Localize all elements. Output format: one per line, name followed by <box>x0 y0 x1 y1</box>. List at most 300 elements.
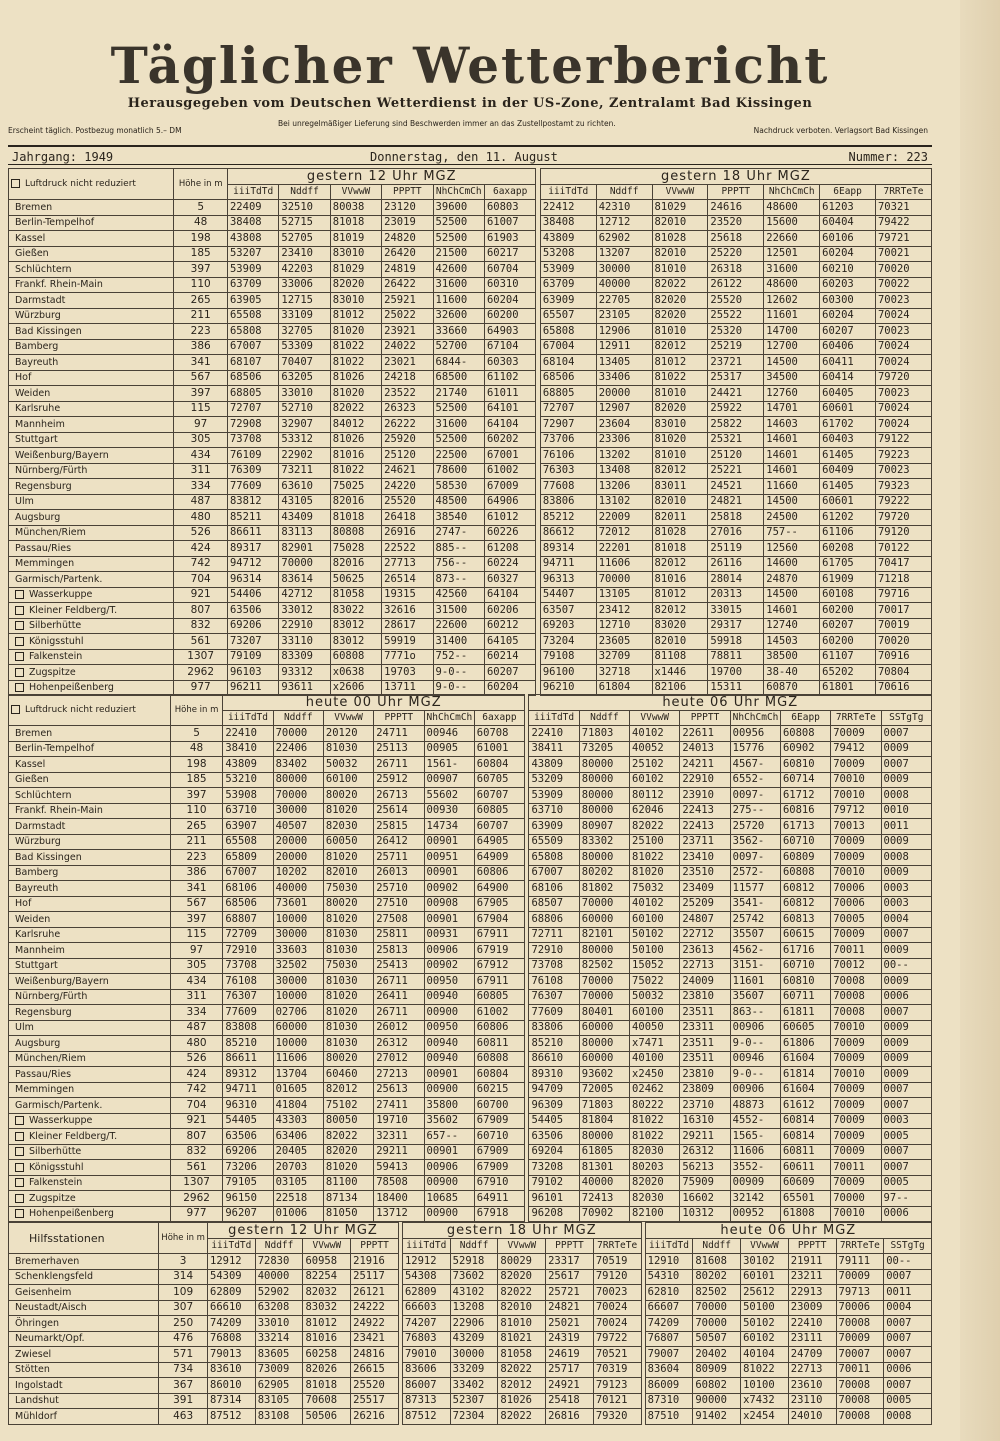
data-cell: 13105 <box>596 587 652 603</box>
station-name: Gießen <box>9 246 174 262</box>
data-cell: 43809 <box>540 231 596 247</box>
data-cell: 42712 <box>279 587 330 603</box>
data-cell: 0003 <box>881 881 931 897</box>
data-cell: 7771o <box>382 649 433 665</box>
table-row <box>9 1362 932 1378</box>
code-header: VVwwW <box>323 710 373 726</box>
data-cell: 67918 <box>474 1206 524 1222</box>
data-cell: 70012 <box>831 958 881 974</box>
table-row <box>9 634 932 650</box>
data-cell: 25618 <box>708 231 764 247</box>
data-cell: 21500 <box>433 246 484 262</box>
station-height: 386 <box>170 865 222 881</box>
station-name: Passau/Ries <box>9 1067 171 1083</box>
data-cell: 11577 <box>730 881 780 897</box>
data-cell: 60806 <box>474 1020 524 1036</box>
checkbox-icon <box>15 637 24 646</box>
data-cell: 62905 <box>255 1378 303 1394</box>
data-cell: 82016 <box>330 556 381 572</box>
data-cell: 64903 <box>484 324 535 340</box>
data-cell: 70010 <box>831 788 881 804</box>
data-cell: 60805 <box>474 803 524 819</box>
station-name: Kleiner Feldberg/T. <box>9 1129 171 1145</box>
station-name: Memmingen <box>9 1082 171 1098</box>
table-row <box>9 989 932 1005</box>
data-cell: 22410 <box>223 726 273 742</box>
data-cell: 25912 <box>374 772 424 788</box>
data-cell: 89317 <box>227 541 278 557</box>
data-cell: 82101 <box>579 927 629 943</box>
code-header: 6axapp <box>484 184 535 200</box>
data-cell: 25617 <box>546 1269 594 1285</box>
data-cell: 24616 <box>708 200 764 216</box>
data-cell: 50102 <box>630 927 680 943</box>
data-cell: 67009 <box>484 479 535 495</box>
data-cell: 80000 <box>273 772 323 788</box>
data-cell: 00907 <box>424 772 474 788</box>
data-cell: 81012 <box>652 355 708 371</box>
data-cell: 29211 <box>374 1144 424 1160</box>
data-cell: 60101 <box>741 1269 789 1285</box>
data-cell: 61208 <box>484 541 535 557</box>
data-cell: 70008 <box>831 1005 881 1021</box>
data-cell: 60710 <box>780 834 830 850</box>
data-cell: 12715 <box>279 293 330 309</box>
data-cell: 81020 <box>630 865 680 881</box>
data-cell: 10685 <box>424 1191 474 1207</box>
station-height: 1307 <box>174 649 228 665</box>
data-cell: 13207 <box>596 246 652 262</box>
station-name: Bad Kissingen <box>9 324 174 340</box>
data-cell: 40102 <box>630 896 680 912</box>
data-cell: 26222 <box>382 417 433 433</box>
station-name: Nürnberg/Fürth <box>9 989 171 1005</box>
data-cell: 87512 <box>402 1409 450 1425</box>
data-cell: 00902 <box>424 881 474 897</box>
data-cell: 60310 <box>484 277 535 293</box>
data-cell: 63506 <box>223 1129 273 1145</box>
data-cell: 53209 <box>529 772 579 788</box>
data-cell: 66610 <box>208 1300 256 1316</box>
data-cell: 53909 <box>227 262 278 278</box>
code-header: Nddff <box>579 710 629 726</box>
data-cell: 00940 <box>424 1036 474 1052</box>
data-cell: 82012 <box>652 556 708 572</box>
data-cell: 26121 <box>351 1285 399 1301</box>
data-cell: 81021 <box>498 1331 546 1347</box>
data-cell: 26418 <box>382 510 433 526</box>
station-name: Neumarkt/Opf. <box>9 1331 159 1347</box>
table-row <box>9 1020 932 1036</box>
data-cell: 60808 <box>780 726 830 742</box>
data-cell: 24922 <box>351 1316 399 1332</box>
station-height: 334 <box>170 1005 222 1021</box>
data-cell: 70000 <box>596 572 652 588</box>
data-cell: 26312 <box>374 1036 424 1052</box>
data-cell: 65508 <box>223 834 273 850</box>
data-cell: 1561- <box>424 757 474 773</box>
data-cell: 73207 <box>227 634 278 650</box>
data-cell: 30000 <box>273 803 323 819</box>
station-height: 526 <box>170 1051 222 1067</box>
data-cell: 61909 <box>820 572 876 588</box>
data-cell: 52902 <box>255 1285 303 1301</box>
data-cell: 73206 <box>223 1160 273 1176</box>
data-cell: 81012 <box>652 587 708 603</box>
data-cell: 73205 <box>579 741 629 757</box>
data-cell: 48600 <box>764 200 820 216</box>
data-cell: 15311 <box>708 680 764 696</box>
data-cell: 6552- <box>730 772 780 788</box>
data-cell: 20313 <box>708 587 764 603</box>
data-cell: 65808 <box>529 850 579 866</box>
data-cell: 00901 <box>424 1067 474 1083</box>
data-cell: 60100 <box>323 772 373 788</box>
station-name: Falkenstein <box>9 649 174 665</box>
table-row <box>9 246 932 262</box>
data-cell: 70000 <box>579 989 629 1005</box>
checkbox-icon <box>15 652 24 661</box>
data-cell: 23809 <box>680 1082 730 1098</box>
data-cell: 70519 <box>593 1254 641 1270</box>
code-header: PPPTT <box>546 1238 594 1254</box>
data-cell: 93312 <box>279 665 330 681</box>
data-cell: 0009 <box>881 741 931 757</box>
data-cell: 60808 <box>474 1051 524 1067</box>
data-cell: 61011 <box>484 386 535 402</box>
data-cell: 83012 <box>330 618 381 634</box>
data-cell: 0007 <box>884 1347 932 1363</box>
station-height: 265 <box>174 293 228 309</box>
data-cell: 75032 <box>630 881 680 897</box>
data-cell: 78811 <box>708 649 764 665</box>
data-cell: 20000 <box>273 834 323 850</box>
data-cell: 59919 <box>382 634 433 650</box>
data-cell: 72711 <box>529 927 579 943</box>
data-cell: 72907 <box>540 417 596 433</box>
data-cell: 70009 <box>831 1175 881 1191</box>
data-cell: 96207 <box>223 1206 273 1222</box>
data-cell: 67001 <box>484 448 535 464</box>
code-header: NhChCmCh <box>764 184 820 200</box>
data-cell: 53207 <box>227 246 278 262</box>
data-cell: 12912 <box>208 1254 256 1270</box>
table-row <box>9 401 932 417</box>
table-row <box>9 1160 932 1176</box>
data-cell: 60611 <box>780 1160 830 1176</box>
data-cell: 12906 <box>596 324 652 340</box>
table-row <box>9 1285 932 1301</box>
data-cell: 82022 <box>323 1129 373 1145</box>
data-cell: 70009 <box>831 1082 881 1098</box>
station-height: 334 <box>174 479 228 495</box>
station-height: 211 <box>170 834 222 850</box>
time-header: gestern 18 Uhr MGZ <box>402 1223 641 1239</box>
data-cell: 81012 <box>330 308 381 324</box>
data-cell: 82020 <box>498 1269 546 1285</box>
data-cell: 25221 <box>708 463 764 479</box>
data-cell: 70902 <box>579 1206 629 1222</box>
data-cell: 33214 <box>255 1331 303 1347</box>
data-cell: 79120 <box>875 525 931 541</box>
data-cell: 83010 <box>652 417 708 433</box>
data-cell: 00946 <box>424 726 474 742</box>
data-cell: 0009 <box>881 974 931 990</box>
data-cell: 60102 <box>630 772 680 788</box>
data-cell: 93602 <box>579 1067 629 1083</box>
data-cell: 81804 <box>579 1113 629 1129</box>
data-cell: 86009 <box>645 1378 693 1394</box>
data-cell: 62809 <box>402 1285 450 1301</box>
data-cell: 76808 <box>208 1331 256 1347</box>
data-cell: 94711 <box>540 556 596 572</box>
data-cell: 83812 <box>227 494 278 510</box>
data-cell: 70019 <box>875 618 931 634</box>
data-cell: 79720 <box>875 370 931 386</box>
code-header: PPPTT <box>351 1238 399 1254</box>
data-cell: 68104 <box>540 355 596 371</box>
data-cell: 32502 <box>273 958 323 974</box>
data-cell: 82022 <box>652 277 708 293</box>
data-cell: 55602 <box>424 788 474 804</box>
data-cell: 70000 <box>693 1300 741 1316</box>
data-cell: 74209 <box>645 1316 693 1332</box>
table-row <box>9 618 932 634</box>
data-cell: 24010 <box>788 1409 836 1425</box>
station-height: 921 <box>174 587 228 603</box>
data-cell: 60813 <box>780 912 830 928</box>
data-cell: 0005 <box>884 1393 932 1409</box>
data-cell: 23019 <box>382 215 433 231</box>
data-cell: 32510 <box>279 200 330 216</box>
data-cell: 25813 <box>374 943 424 959</box>
data-cell: 28014 <box>708 572 764 588</box>
data-cell: 15052 <box>630 958 680 974</box>
data-cell: 60204 <box>484 293 535 309</box>
data-cell: 70000 <box>273 726 323 742</box>
data-cell: 22906 <box>450 1316 498 1332</box>
data-cell: 65501 <box>780 1191 830 1207</box>
data-cell: x2606 <box>330 680 381 696</box>
data-cell: 19703 <box>382 665 433 681</box>
table-row <box>9 912 932 928</box>
data-cell: 82030 <box>323 819 373 835</box>
data-cell: 68106 <box>529 881 579 897</box>
data-cell: 81058 <box>330 587 381 603</box>
station-name: Augsburg <box>9 510 174 526</box>
data-cell: 81100 <box>323 1175 373 1191</box>
data-cell: 60050 <box>323 834 373 850</box>
data-cell: 60710 <box>780 958 830 974</box>
data-cell: 0097- <box>730 788 780 804</box>
data-cell: 63909 <box>540 293 596 309</box>
table-row <box>9 1347 932 1363</box>
data-cell: 81020 <box>652 432 708 448</box>
data-cell: 80112 <box>630 788 680 804</box>
data-cell: 64900 <box>474 881 524 897</box>
data-cell: 63205 <box>279 370 330 386</box>
station-height: 110 <box>170 803 222 819</box>
data-cell: 24821 <box>546 1300 594 1316</box>
data-cell: 00906 <box>730 1020 780 1036</box>
data-cell: 22910 <box>680 772 730 788</box>
table-row <box>9 1082 932 1098</box>
data-cell: 60207 <box>484 665 535 681</box>
data-cell: x2454 <box>741 1409 789 1425</box>
data-cell: 70804 <box>875 665 931 681</box>
data-cell: 83108 <box>255 1409 303 1425</box>
data-cell: 63710 <box>529 803 579 819</box>
data-cell: 60000 <box>273 1020 323 1036</box>
data-cell: 35507 <box>730 927 780 943</box>
data-cell: 67912 <box>474 958 524 974</box>
station-height: 3 <box>159 1254 208 1270</box>
data-cell: 38540 <box>433 510 484 526</box>
data-cell: 72908 <box>227 417 278 433</box>
station-name: Garmisch/Partenk. <box>9 1098 171 1114</box>
station-height: 397 <box>174 386 228 402</box>
data-cell: 63709 <box>227 277 278 293</box>
data-cell: 70000 <box>831 1191 881 1207</box>
data-cell: 25822 <box>708 417 764 433</box>
data-cell: 80020 <box>323 788 373 804</box>
data-cell: 82901 <box>279 541 330 557</box>
data-cell: 25717 <box>546 1362 594 1378</box>
table-row <box>9 803 932 819</box>
data-cell: 0003 <box>881 896 931 912</box>
station-name: Stuttgart <box>9 432 174 448</box>
data-cell: 64104 <box>484 587 535 603</box>
data-cell: 81020 <box>323 803 373 819</box>
data-cell: 0007 <box>881 1005 931 1021</box>
data-cell: 75028 <box>330 541 381 557</box>
data-cell: 68506 <box>223 896 273 912</box>
data-cell: 81030 <box>323 943 373 959</box>
data-cell: 2572- <box>730 865 780 881</box>
data-cell: 59413 <box>374 1160 424 1176</box>
data-cell: 9-0-- <box>730 1036 780 1052</box>
data-cell: 60805 <box>474 989 524 1005</box>
data-cell: 70121 <box>593 1393 641 1409</box>
station-name: Wasserkuppe <box>9 1113 171 1129</box>
station-height: 807 <box>170 1129 222 1145</box>
data-cell: 9-0-- <box>433 680 484 696</box>
data-cell: 25811 <box>374 927 424 943</box>
station-height: 341 <box>170 881 222 897</box>
data-cell: 24218 <box>382 370 433 386</box>
data-cell: 43209 <box>450 1331 498 1347</box>
data-cell: 60802 <box>693 1378 741 1394</box>
data-cell: 27016 <box>708 525 764 541</box>
data-cell: 75030 <box>323 881 373 897</box>
data-cell: 26711 <box>374 1005 424 1021</box>
station-name: Gießen <box>9 772 171 788</box>
station-height: 807 <box>174 603 228 619</box>
table-auxiliary-stations <box>8 1222 932 1425</box>
data-cell: 81028 <box>652 231 708 247</box>
data-cell: 23317 <box>546 1254 594 1270</box>
code-header: VVwwW <box>498 1238 546 1254</box>
data-cell: 81016 <box>652 572 708 588</box>
station-name: Kleiner Feldberg/T. <box>9 603 174 619</box>
data-cell: 67104 <box>484 339 535 355</box>
data-cell: 60958 <box>303 1254 351 1270</box>
data-cell: 60215 <box>474 1082 524 1098</box>
data-cell: 14500 <box>764 494 820 510</box>
data-cell: 61702 <box>820 417 876 433</box>
data-cell: 69206 <box>227 618 278 634</box>
station-name: Bremerhaven <box>9 1254 159 1270</box>
data-cell: 63506 <box>227 603 278 619</box>
data-cell: 19700 <box>708 665 764 681</box>
data-cell: 00900 <box>424 1005 474 1021</box>
data-cell: 70009 <box>831 834 881 850</box>
data-cell: 41804 <box>273 1098 323 1114</box>
table-row <box>9 1175 932 1191</box>
table-row <box>9 324 932 340</box>
table-row <box>9 1051 932 1067</box>
data-cell: 863-- <box>730 1005 780 1021</box>
data-cell: 60710 <box>474 1129 524 1145</box>
data-cell: 24807 <box>680 912 730 928</box>
data-cell: 60605 <box>780 1020 830 1036</box>
data-cell: 67904 <box>474 912 524 928</box>
station-name: Zwiesel <box>9 1347 159 1363</box>
data-cell: 0007 <box>881 927 931 943</box>
data-cell: 33006 <box>279 277 330 293</box>
data-cell: x1446 <box>652 665 708 681</box>
data-cell: 83806 <box>529 1020 579 1036</box>
data-cell: 82254 <box>303 1269 351 1285</box>
data-cell: 81022 <box>630 1113 680 1129</box>
data-cell: 83113 <box>279 525 330 541</box>
station-height: 341 <box>174 355 228 371</box>
data-cell: 70023 <box>875 293 931 309</box>
station-height: 265 <box>170 819 222 835</box>
code-header: iiiTdTd <box>540 184 596 200</box>
data-cell: 81012 <box>303 1316 351 1332</box>
data-cell: 76307 <box>529 989 579 1005</box>
data-cell: 81018 <box>330 215 381 231</box>
data-cell: 60411 <box>820 355 876 371</box>
code-header: Nddff <box>450 1238 498 1254</box>
data-cell: 97-- <box>881 1191 931 1207</box>
code-header: 7RRTeTe <box>836 1238 884 1254</box>
data-cell: 80808 <box>330 525 381 541</box>
data-cell: 82020 <box>652 293 708 309</box>
data-cell: 33603 <box>273 943 323 959</box>
data-cell: 10100 <box>741 1378 789 1394</box>
table-row <box>9 262 932 278</box>
station-name: Hof <box>9 370 174 386</box>
data-cell: x0638 <box>330 665 381 681</box>
data-cell: 3552- <box>730 1160 780 1176</box>
data-cell: 70005 <box>831 912 881 928</box>
data-cell: 70024 <box>875 417 931 433</box>
data-cell: 25720 <box>730 819 780 835</box>
data-cell: 0007 <box>881 1098 931 1114</box>
data-cell: 81026 <box>330 432 381 448</box>
checkbox-icon <box>15 1178 24 1187</box>
data-cell: 24816 <box>351 1347 399 1363</box>
station-name: Zugspitze <box>9 1191 171 1207</box>
data-cell: 70023 <box>875 386 931 402</box>
data-cell: 61811 <box>780 1005 830 1021</box>
table-row <box>9 1036 932 1052</box>
station-name: Passau/Ries <box>9 541 174 557</box>
data-cell: 24013 <box>680 741 730 757</box>
data-cell: 0009 <box>881 865 931 881</box>
